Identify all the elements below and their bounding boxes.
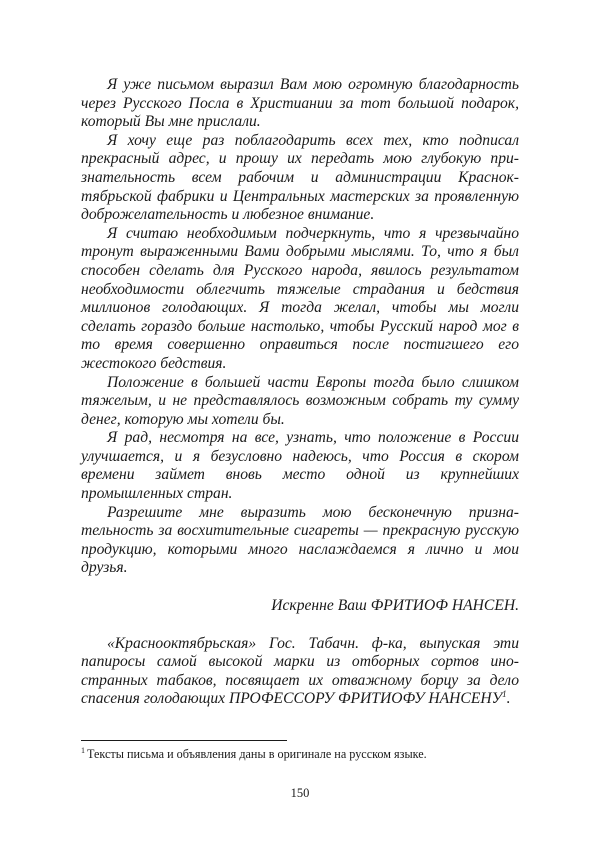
footnote-reference[interactable]: 1 bbox=[502, 689, 507, 700]
advertisement-end-punct: . bbox=[506, 690, 511, 708]
advertisement-paragraph bbox=[81, 635, 519, 709]
letter-paragraph-5: Я рад, несмотря на все, узнать, что положение в России улучшается, и я безусловно надеюсь, что Россия в скором времени займет вновь место одной из крупнейших промышленных стран. bbox=[81, 429, 519, 503]
advertisement-text: «Краснооктябрьская» Гос. Табачн. ф-ка, выпуская эти папиросы самой высокой марки из отборных сортов иностранных табаков, посвящает их отважному борцу за дело спасения голодающих ПРОФЕССОРУ ФРИТИОФУ НАНСЕНУ bbox=[81, 634, 519, 708]
footnote-marker: 1 bbox=[81, 745, 85, 755]
footnote-text: Тексты письма и объявления даны в оригинале на русском языке. bbox=[87, 747, 427, 761]
letter-signature: Искренне Ваш ФРИТИОФ НАНСЕН. bbox=[271, 597, 519, 615]
letter-paragraph-6: Разрешите мне выразить мою бесконечную признательность за восхитительные сигареты — прекрасную русскую продукцию, которыми много наслаждаемся я лично и мои друзья. bbox=[81, 503, 519, 577]
footnote bbox=[81, 747, 519, 762]
letter-paragraph-2: Я хочу еще раз поблагодарить всех тех, кто подписал прекрасный адрес, и прошу их передать мою глубокую признательность всем рабочим и администрации Красноктябрьской фабрики и Центральных мастерских за проявленную доброжелательность и любезное внимание. bbox=[81, 131, 519, 224]
footnote-divider bbox=[81, 740, 287, 741]
letter-paragraph-3: Я считаю необходимым подчеркнуть, что я чрезвычайно тронут выраженными Вами добрыми мыслями. То, что я был способен сделать для Русского народа, явилось результатом необходимости облегчить тяжелые страдания и бедствия миллионов голодающих. Я тогда желал, чтобы мы могли сделать гораздо больше настолько, чтобы Русский народ мог в то время совершенно оправиться после постигшего его жестокого бедствия. bbox=[81, 224, 519, 372]
letter-paragraph-1: Я уже письмом выразил Вам мою огромную благодарность через Русского Посла в Христиании за тот большой подарок, который Вы мне прислали. bbox=[81, 76, 519, 131]
page-number: 150 bbox=[290, 786, 310, 800]
letter bbox=[81, 76, 519, 616]
page-body bbox=[81, 76, 519, 709]
letter-paragraph-4: Положение в большей части Европы тогда было слишком тяжелым, и не представлялось возможным собрать ту сумму денег, которую мы хотели бы. bbox=[81, 373, 519, 428]
